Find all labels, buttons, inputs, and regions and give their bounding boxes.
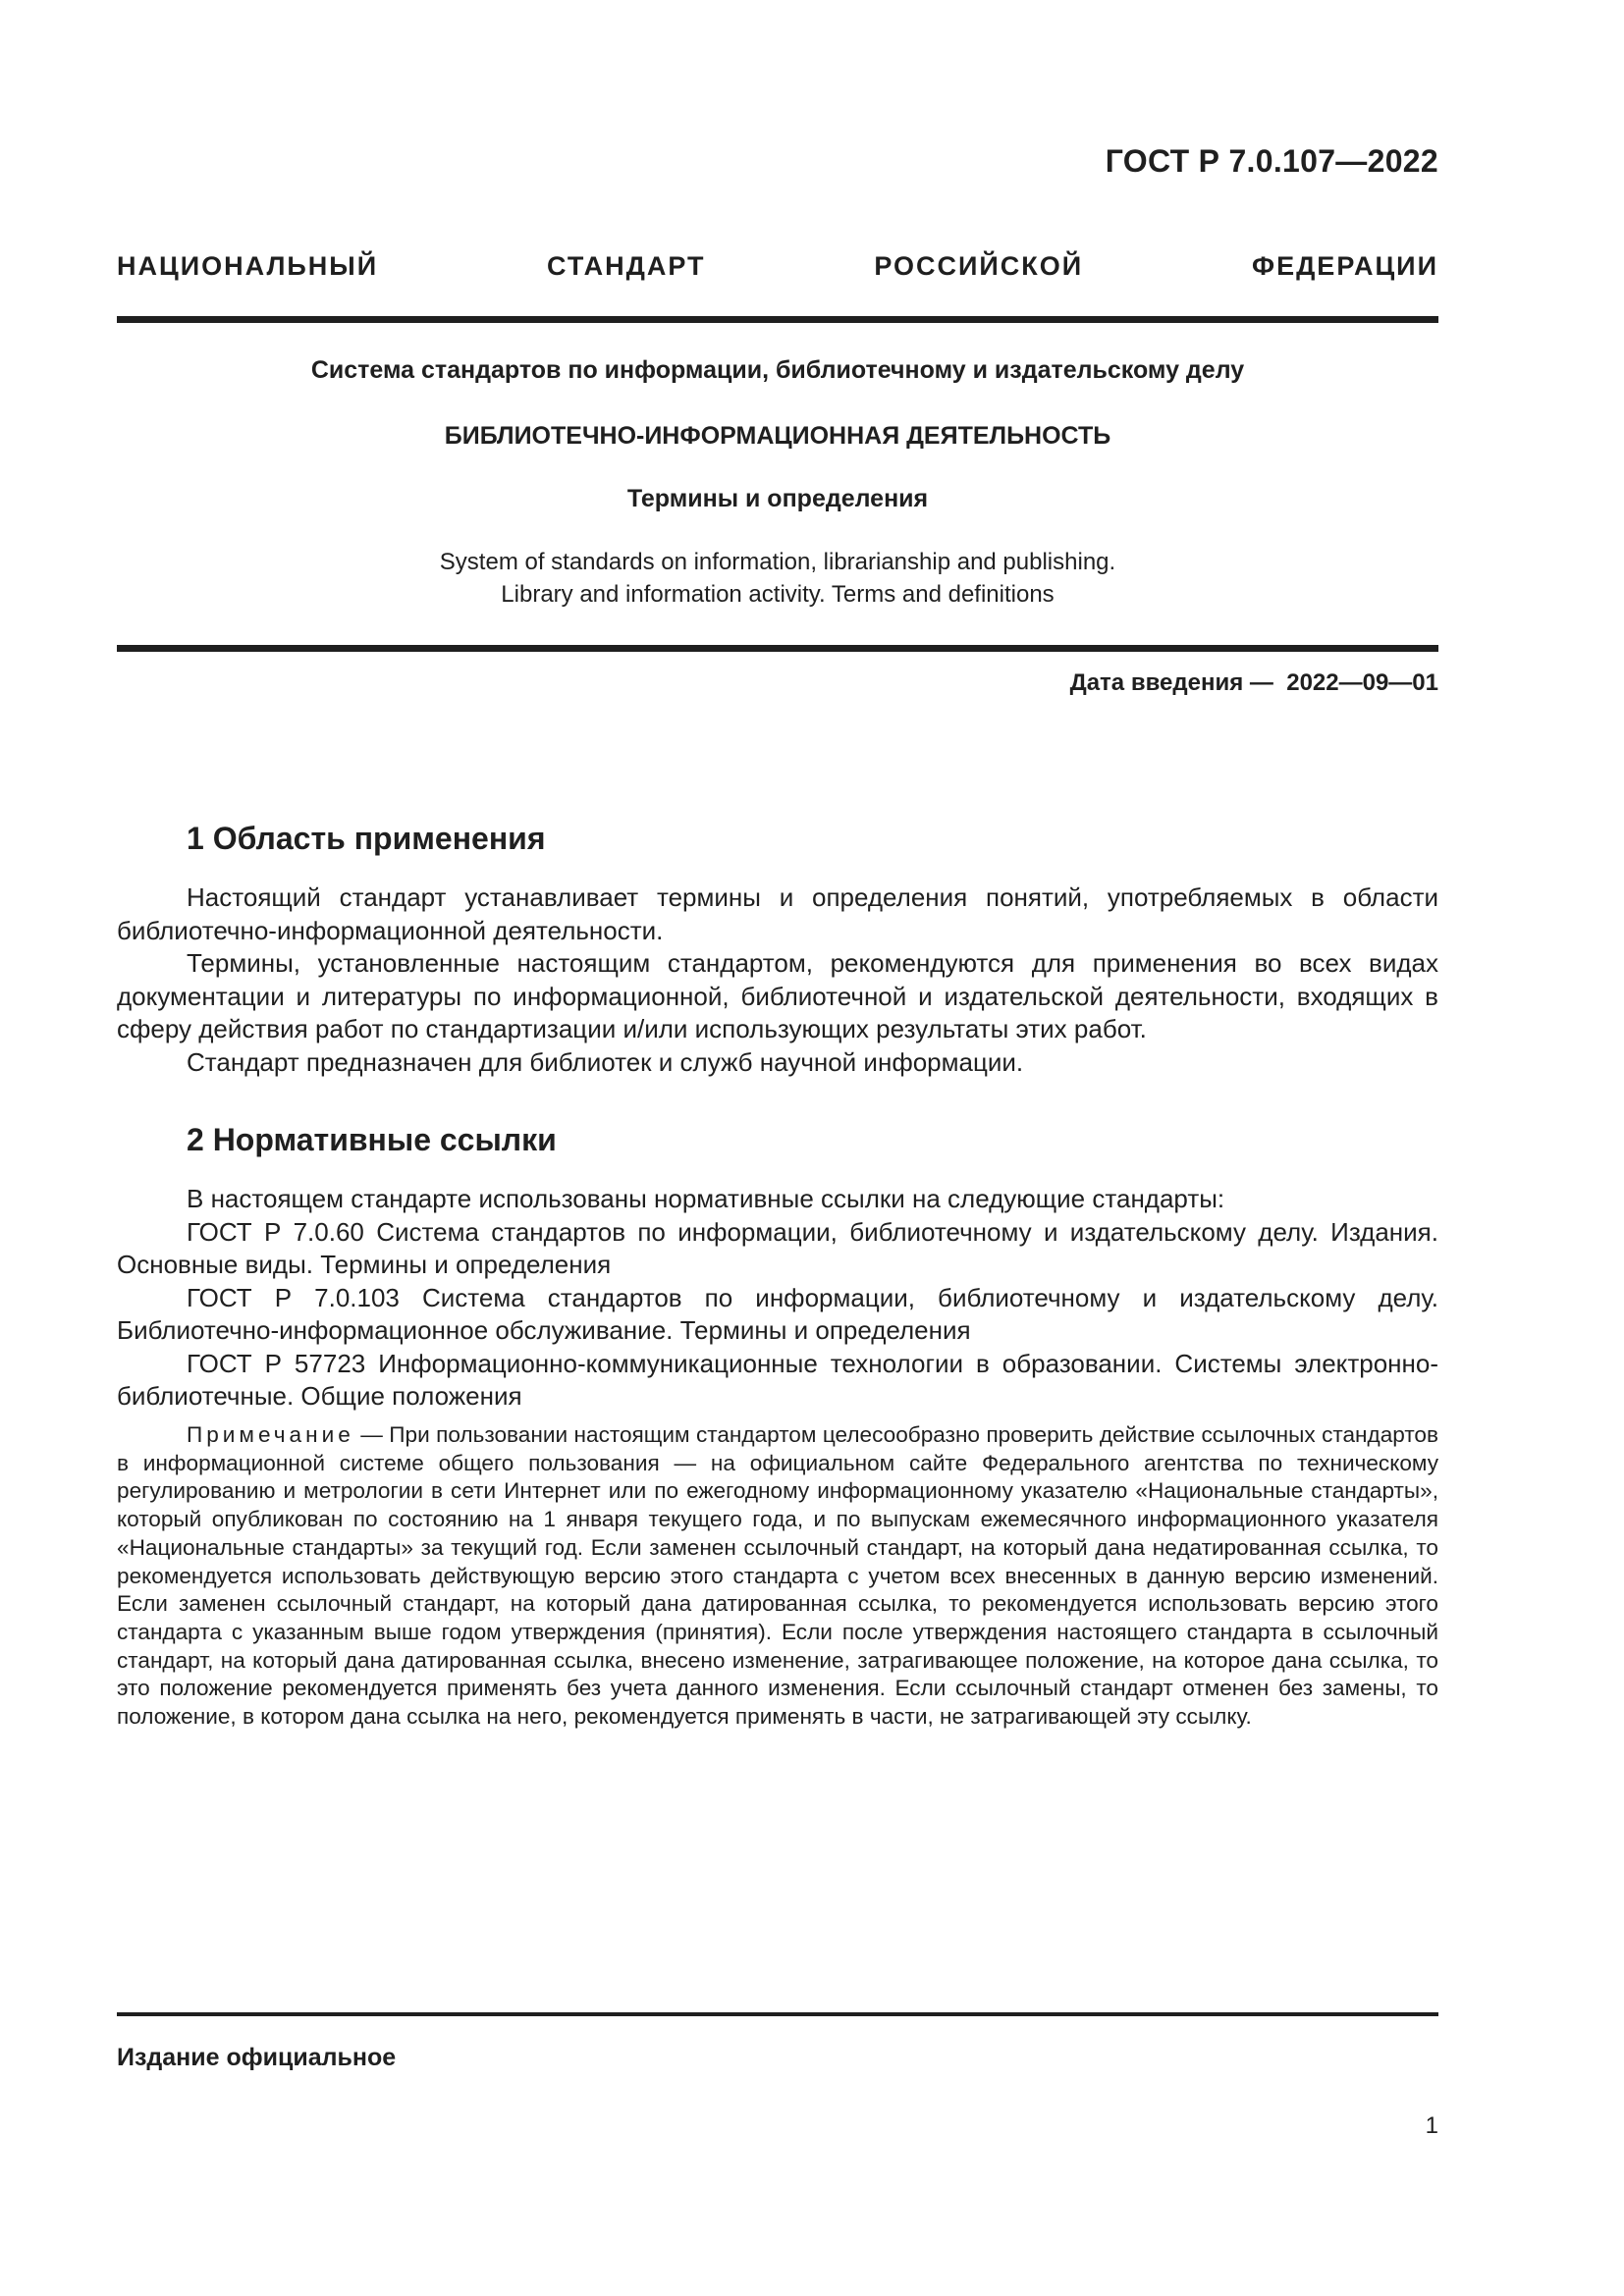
section-2-paragraph: В настоящем стандарте использованы нормативные ссылки на следующие стандарты: (187, 1184, 1225, 1213)
english-title-line-2: Library and information activity. Terms and definitions (501, 581, 1055, 608)
note-text: — При пользовании настоящим стандартом целесообразно проверить действие ссылочных стандартов в информационной системе общего пользования — на официальном сайте Федерального агентства по техническому регулированию и метрологии в сети Интернет или по ежегодному информационному указателю «Национальные стандарты», который опубликован по состоянию на 1 января текущего года, и по выпускам ежемесячного информационного указателя «Национальные стандарты» за текущий год. Если заменен ссылочный стандарт, на который дана недатированная ссылка, то рекомендуется использовать действующую версию этого стандарта с учетом всех внесенных в данную версию изменений. Если заменен ссылочный стандарт, на который дана датированная ссылка, то рекомендуется использовать версию этого стандарта с указанным выше годом утверждения (принятия). Если после утверждения настоящего стандарта в ссылочный стандарт, на который дана датированная ссылка, внесено изменение, затрагивающее положение, на которое дана ссылка, то это положение рекомендуется применять без учета данного изменения. Если ссылочный стандарт отменен без замены, то положение, в котором дана ссылка на него, рекомендуется применять в части, не затрагивающей эту ссылку. (117, 1422, 1438, 1730)
subtitle: Термины и определения (626, 485, 929, 512)
document-id: ГОСТ Р 7.0.107—2022 (1105, 143, 1438, 179)
section-1-paragraph: Термины, установленные настоящим стандартом, рекомендуются для применения во всех видах документации и литературы по информационной, библиотечной и издательской деятельности, входящих в сферу действия работ по стандартизации и/или использующих результаты этих работ. (117, 948, 1438, 1043)
section-2-heading: 2 Нормативные ссылки (187, 1122, 557, 1157)
national-standard-banner: НАЦИОНАЛЬНЫЙ СТАНДАРТ РОССИЙСКОЙ ФЕДЕРАЦИИ (117, 251, 1438, 281)
title-bottom-rule (117, 645, 1438, 652)
section-2-paragraph: ГОСТ Р 57723 Информационно-коммуникационные технологии в образовании. Системы электронно-библиотечные. Общие положения (117, 1348, 1438, 1411)
top-rule (117, 316, 1438, 323)
introduction-date (1070, 669, 1438, 697)
section-2-body (117, 1183, 1438, 1414)
section-1-paragraph: Настоящий стандарт устанавливает термины и определения понятий, употребляемых в области библиотечно-информационной деятельности. (117, 882, 1438, 945)
series-title: Система стандартов по информации, библиотечному и издательскому делу (310, 356, 1245, 384)
section-1-heading: 1 Область применения (187, 821, 546, 856)
page-number: 1 (1425, 2112, 1438, 2139)
section-2-note (117, 1421, 1438, 1732)
english-title (117, 546, 1438, 611)
section-2-paragraph: ГОСТ Р 7.0.103 Система стандартов по информации, библиотечному и издательскому делу. Библиотечно-информационное обслуживание. Термины и определения (117, 1282, 1438, 1345)
introduction-date-label: Дата введения — (1069, 669, 1273, 696)
section-1-paragraph: Стандарт предназначен для библиотек и служб научной информации. (187, 1046, 1024, 1077)
official-edition-label: Издание официальное (117, 2044, 397, 2071)
introduction-date-value: 2022—09—01 (1286, 669, 1438, 696)
section-1-body (117, 881, 1438, 1079)
english-title-line-1: System of standards on information, librarianship and publishing. (439, 549, 1116, 575)
topic-title: БИБЛИОТЕЧНО-ИНФОРМАЦИОННАЯ ДЕЯТЕЛЬНОСТЬ (444, 422, 1111, 450)
footer-rule (117, 2012, 1438, 2016)
section-2-paragraph: ГОСТ Р 7.0.60 Система стандартов по информации, библиотечному и издательскому делу. Издания. Основные виды. Термины и определения (117, 1216, 1438, 1279)
note-label: Примечание (187, 1422, 354, 1447)
